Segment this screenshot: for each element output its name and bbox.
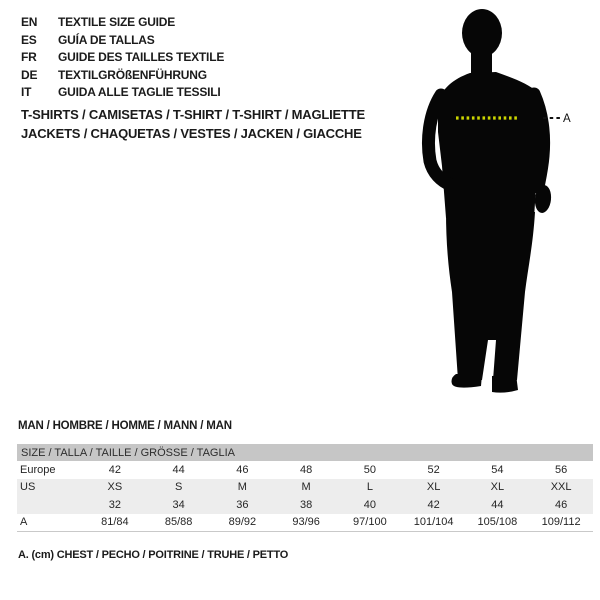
- size-cell: 42: [427, 498, 440, 511]
- table-row: [17, 496, 593, 514]
- size-cell: 97/100: [338, 514, 402, 532]
- row-label: US: [20, 481, 36, 494]
- product-line-tshirts: T-SHIRTS / CAMISETAS / T-SHIRT / T-SHIRT / MAGLIETTE: [21, 107, 365, 122]
- size-cell: 109/112: [529, 514, 593, 532]
- size-cell: 38: [300, 498, 313, 511]
- size-cell: 36: [236, 498, 249, 511]
- size-cell: 34: [172, 498, 185, 511]
- language-code: IT: [21, 85, 32, 99]
- silhouette-shapes: [428, 9, 552, 393]
- table-row: [17, 461, 593, 479]
- size-cell: 48: [300, 463, 313, 476]
- size-cell: 56: [555, 463, 568, 476]
- size-cell: M: [237, 481, 247, 494]
- man-silhouette: [390, 4, 580, 396]
- language-code: ES: [21, 32, 37, 47]
- size-cell: 89/92: [211, 514, 275, 532]
- language-label: GUÍA DE TALLAS: [58, 32, 155, 47]
- language-row-it: [21, 84, 224, 102]
- size-cell: 46: [236, 463, 249, 476]
- size-table-header: SIZE / TALLA / TAILLE / GRÖSSE / TAGLIA: [17, 444, 593, 461]
- size-cell: 105/108: [466, 514, 530, 532]
- language-row-de: [21, 67, 224, 85]
- size-cell: XXL: [550, 481, 572, 494]
- size-cell: 50: [363, 463, 376, 476]
- size-cell: 40: [363, 498, 376, 511]
- size-cell: XS: [107, 481, 123, 494]
- row-label: Europe: [20, 463, 56, 476]
- language-row-es: [21, 32, 224, 50]
- size-cell: 54: [491, 463, 504, 476]
- measurement-footnote: A. (cm) CHEST / PECHO / POITRINE / TRUHE / PETTO: [18, 549, 289, 561]
- size-cell: S: [174, 481, 183, 494]
- row-label: A: [17, 514, 83, 532]
- size-cell: 42: [108, 463, 121, 476]
- size-cell: 101/104: [402, 514, 466, 532]
- language-row-fr: [21, 49, 224, 67]
- size-cell: 52: [427, 463, 440, 476]
- size-cell: 93/96: [274, 514, 338, 532]
- section-title-man: MAN / HOMBRE / HOMME / MANN / MAN: [18, 420, 232, 432]
- language-code: FR: [21, 50, 37, 64]
- language-code: EN: [21, 15, 38, 29]
- size-cell: XL: [490, 481, 505, 494]
- size-cell: 81/84: [83, 514, 147, 532]
- size-cell: 85/88: [147, 514, 211, 532]
- size-cell: 46: [555, 498, 568, 511]
- language-label: GUIDE DES TAILLES TEXTILE: [58, 50, 225, 64]
- size-table: [17, 444, 593, 532]
- size-cell: 44: [172, 463, 185, 476]
- table-row: [17, 479, 593, 497]
- size-cell: 44: [491, 498, 504, 511]
- language-list: [21, 14, 224, 102]
- size-cell: L: [366, 481, 373, 494]
- size-cell: XL: [426, 481, 441, 494]
- measure-label-a: A: [563, 113, 571, 125]
- language-row-en: [21, 14, 224, 32]
- product-categories: [21, 106, 365, 143]
- row-label: [17, 496, 83, 514]
- language-label: GUIDA ALLE TAGLIE TESSILI: [58, 85, 221, 99]
- product-line-jackets: JACKETS / CHAQUETAS / VESTES / JACKEN / GIACCHE: [21, 125, 362, 141]
- size-table-header-row: [17, 444, 593, 461]
- size-cell: M: [301, 481, 311, 494]
- table-row: [17, 514, 593, 532]
- language-label: TEXTILGRÖßENFÜHRUNG: [58, 67, 207, 82]
- size-cell: 32: [108, 498, 121, 511]
- language-label: TEXTILE SIZE GUIDE: [58, 15, 176, 29]
- language-code: DE: [21, 67, 38, 82]
